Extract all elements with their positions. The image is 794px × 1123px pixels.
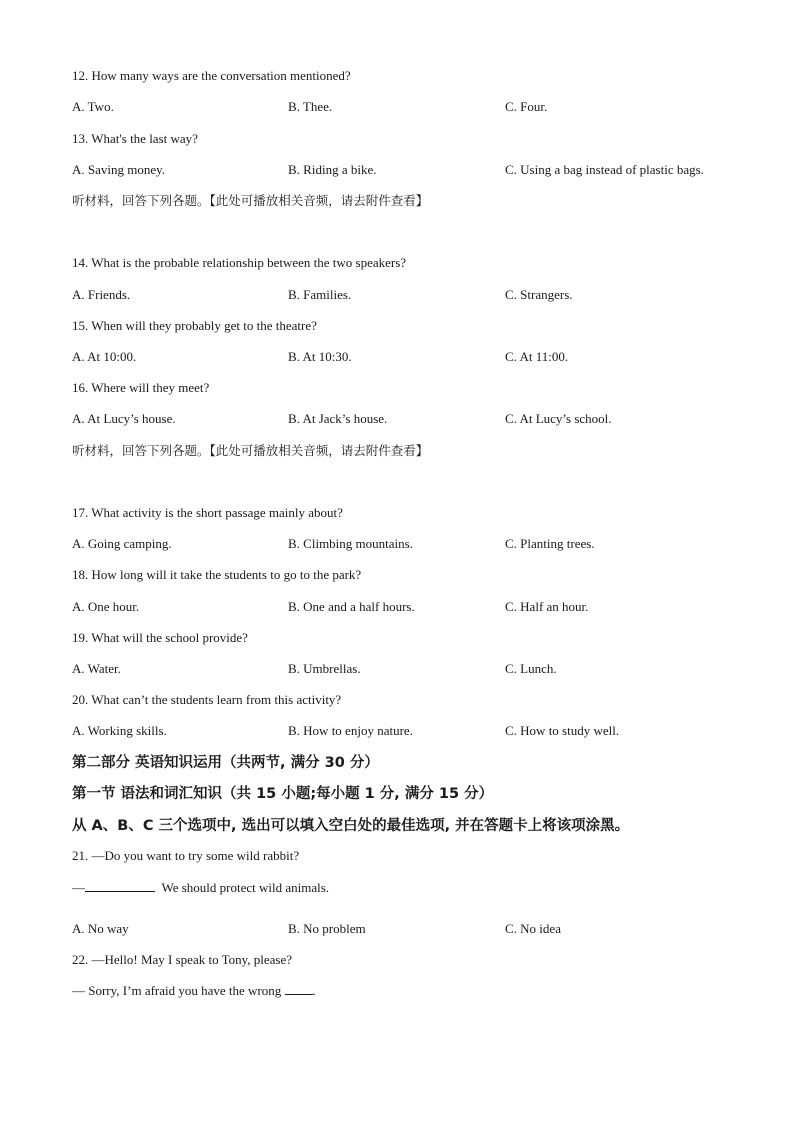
question-18: 18. How long will it take the students to go to the park? bbox=[72, 567, 362, 582]
option-16-c: C. At Lucy’s school. bbox=[505, 411, 612, 426]
option-17-b: B. Climbing mountains. bbox=[288, 536, 413, 551]
question-16: 16. Where will they meet? bbox=[72, 380, 210, 395]
option-17-c: C. Planting trees. bbox=[505, 536, 595, 551]
option-13-b: B. Riding a bike. bbox=[288, 162, 377, 177]
section1-instruction: 从 A、B、C 三个选项中, 选出可以填入空白处的最佳选项, 并在答题卡上将该项涂黑。 bbox=[72, 818, 630, 834]
option-21-b: B. No problem bbox=[288, 921, 366, 936]
question-13: 13. What's the last way? bbox=[72, 131, 198, 146]
listening-instruction-1: 听材料，回答下列各题。【此处可播放相关音频，请去附件查看】 bbox=[72, 193, 429, 208]
option-18-a: A. One hour. bbox=[72, 599, 140, 614]
option-19-b: B. Umbrellas. bbox=[288, 661, 361, 676]
question-14: 14. What is the probable relationship between the two speakers? bbox=[72, 255, 407, 270]
part2-title: 第二部分 英语知识运用（共两节, 满分 30 分） bbox=[72, 755, 379, 771]
option-15-a: A. At 10:00. bbox=[72, 349, 137, 364]
question-22-response bbox=[72, 983, 316, 999]
option-19-c: C. Lunch. bbox=[505, 661, 557, 676]
option-16-a: A. At Lucy’s house. bbox=[72, 411, 176, 426]
option-14-a: A. Friends. bbox=[72, 287, 131, 302]
option-12-c: C. Four. bbox=[505, 99, 548, 114]
answer-blank bbox=[85, 880, 155, 892]
option-21-a: A. No way bbox=[72, 921, 129, 936]
option-14-b: B. Families. bbox=[288, 287, 352, 302]
option-19-a: A. Water. bbox=[72, 661, 121, 676]
question-15: 15. When will they probably get to the theatre? bbox=[72, 318, 317, 333]
dash: — bbox=[72, 880, 85, 895]
option-21-c: C. No idea bbox=[505, 921, 561, 936]
option-12-b: B. Thee. bbox=[288, 99, 333, 114]
section1-title: 第一节 语法和词汇知识（共 15 小题;每小题 1 分, 满分 15 分） bbox=[72, 786, 494, 802]
question-17: 17. What activity is the short passage mainly about? bbox=[72, 505, 343, 520]
option-20-c: C. How to study well. bbox=[505, 723, 620, 738]
listening-instruction-2: 听材料，回答下列各题。【此处可播放相关音频，请去附件查看】 bbox=[72, 443, 429, 458]
option-20-a: A. Working skills. bbox=[72, 723, 167, 738]
question-12: 12. How many ways are the conversation mentioned? bbox=[72, 68, 351, 83]
option-20-b: B. How to enjoy nature. bbox=[288, 723, 413, 738]
question-21-response bbox=[72, 880, 329, 896]
question-20: 20. What can’t the students learn from this activity? bbox=[72, 692, 342, 707]
option-15-c: C. At 11:00. bbox=[505, 349, 569, 364]
period: . bbox=[312, 983, 316, 998]
option-18-b: B. One and a half hours. bbox=[288, 599, 415, 614]
option-17-a: A. Going camping. bbox=[72, 536, 172, 551]
option-14-c: C. Strangers. bbox=[505, 287, 573, 302]
question-19: 19. What will the school provide? bbox=[72, 630, 248, 645]
question-22: 22. —Hello! May I speak to Tony, please? bbox=[72, 952, 293, 967]
question-21: 21. —Do you want to try some wild rabbit? bbox=[72, 848, 300, 863]
option-12-a: A. Two. bbox=[72, 99, 114, 114]
response-text: — Sorry, I’m afraid you have the wrong bbox=[72, 983, 282, 998]
answer-blank bbox=[285, 983, 313, 995]
option-18-c: C. Half an hour. bbox=[505, 599, 589, 614]
option-15-b: B. At 10:30. bbox=[288, 349, 352, 364]
option-13-c: C. Using a bag instead of plastic bags. bbox=[505, 162, 704, 177]
option-13-a: A. Saving money. bbox=[72, 162, 166, 177]
response-text: We should protect wild animals. bbox=[161, 880, 330, 895]
option-16-b: B. At Jack’s house. bbox=[288, 411, 388, 426]
